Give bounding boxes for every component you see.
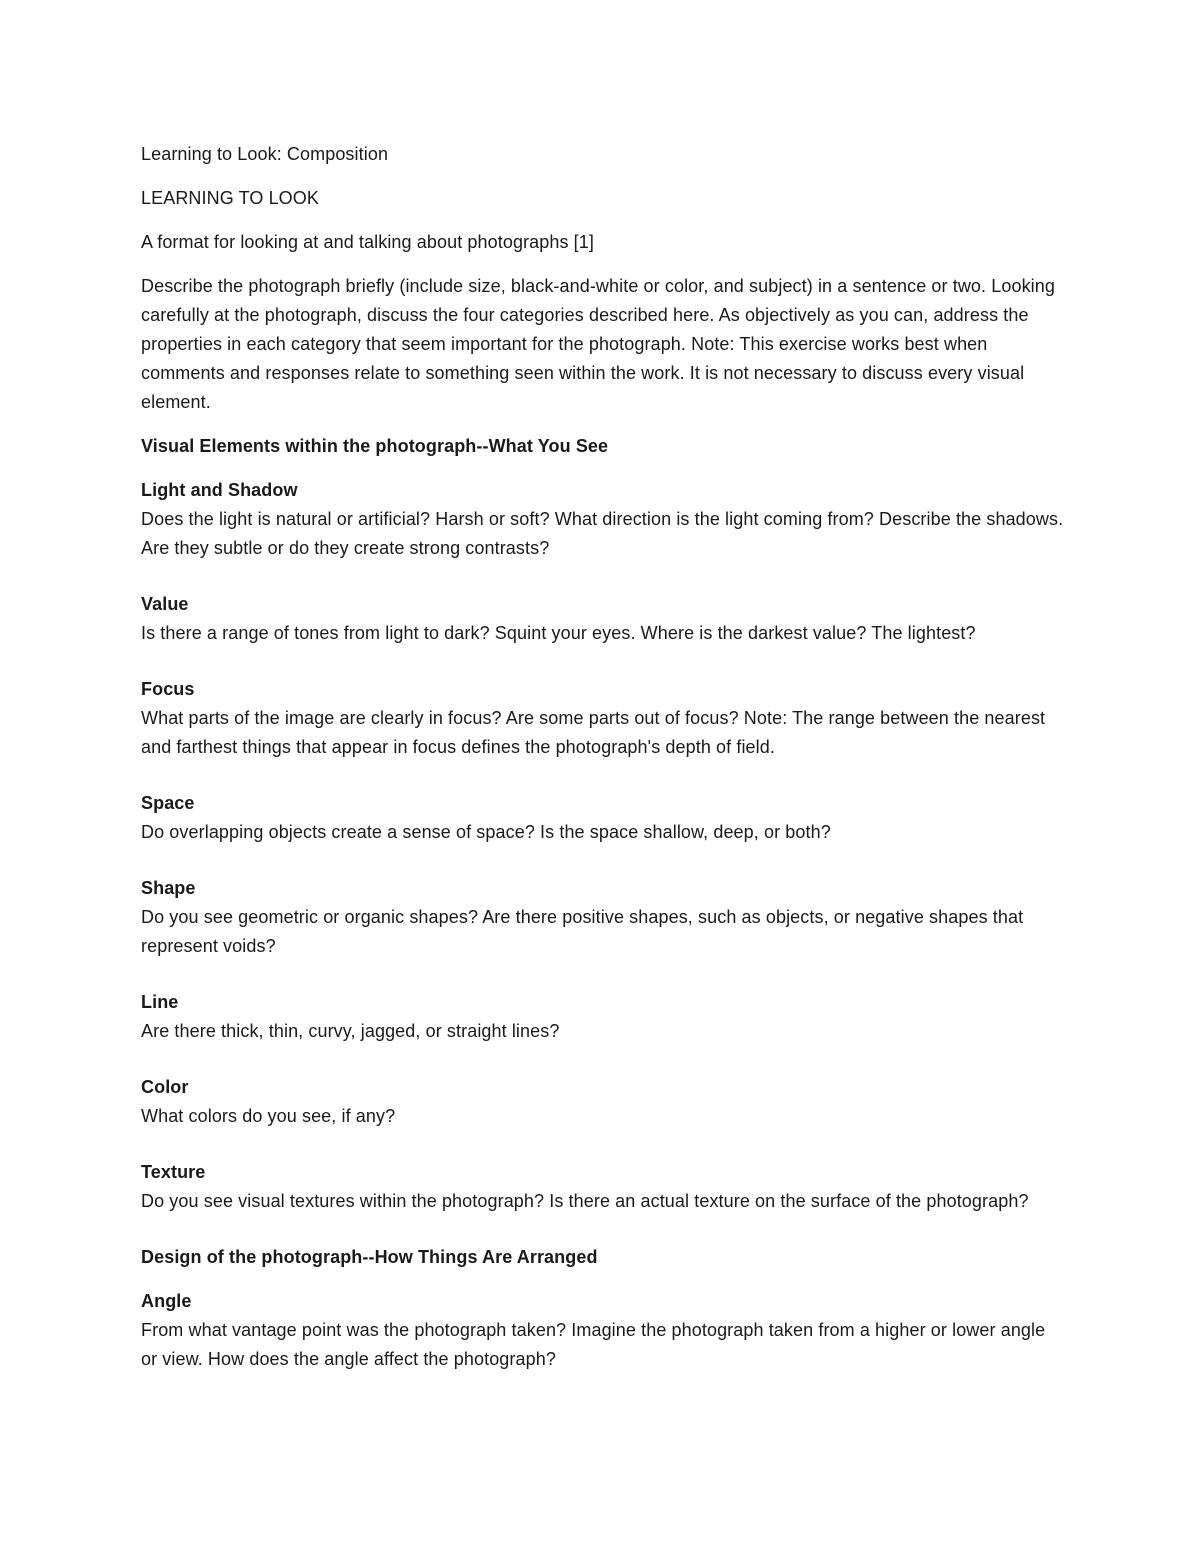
item-shape — [141, 874, 1066, 961]
item-description: What colors do you see, if any? — [141, 1106, 396, 1126]
item-description: What parts of the image are clearly in focus? Are some parts out of focus? Note: The range between the nearest and farthest things that appear in focus defines the photograph's depth of field. — [141, 708, 1046, 757]
item-focus — [141, 675, 1066, 762]
item-description: Are there thick, thin, curvy, jagged, or straight lines? — [141, 1021, 560, 1041]
item-term: Focus — [141, 679, 195, 699]
item-space — [141, 789, 1066, 847]
item-description: From what vantage point was the photograph taken? Imagine the photograph taken from a higher or lower angle or view. How does the angle affect the photograph? — [141, 1320, 1046, 1369]
item-value — [141, 590, 1066, 648]
section-heading-visual-elements: Visual Elements within the photograph--What You See — [141, 436, 609, 456]
item-term: Color — [141, 1077, 189, 1097]
section-heading-design: Design of the photograph--How Things Are Arranged — [141, 1247, 598, 1267]
item-term: Line — [141, 992, 179, 1012]
item-term: Light and Shadow — [141, 480, 298, 500]
item-term: Angle — [141, 1291, 192, 1311]
document-title: Learning to Look: Composition — [141, 144, 389, 164]
intro-paragraph: Describe the photograph briefly (include size, black-and-white or color, and subject) in a sentence or two. Looking carefully at the photograph, discuss the four categories described here. As objectively as you can, address the properties in each category that seem important for the photograph. Note: This exercise works best when comments and responses relate to something seen within the work. It is not necessary to discuss every visual element. — [141, 276, 1055, 412]
caps-heading: LEARNING TO LOOK — [141, 188, 319, 208]
item-description: Do you see geometric or organic shapes? Are there positive shapes, such as objects, or negative shapes that represent voids? — [141, 907, 1024, 956]
item-description: Do overlapping objects create a sense of space? Is the space shallow, deep, or both? — [141, 822, 831, 842]
item-line — [141, 988, 1066, 1046]
item-term: Value — [141, 594, 189, 614]
item-description: Do you see visual textures within the photograph? Is there an actual texture on the surface of the photograph? — [141, 1191, 1029, 1211]
item-term: Shape — [141, 878, 196, 898]
item-description: Does the light is natural or artificial? Harsh or soft? What direction is the light coming from? Describe the shadows. Are they subtle or do they create strong contrasts? — [141, 509, 1064, 558]
subtitle: A format for looking at and talking about photographs [1] — [141, 232, 594, 252]
item-term: Texture — [141, 1162, 206, 1182]
document-page — [141, 140, 1066, 1374]
item-term: Space — [141, 793, 195, 813]
item-light-and-shadow — [141, 476, 1066, 563]
item-description: Is there a range of tones from light to dark? Squint your eyes. Where is the darkest value? The lightest? — [141, 623, 976, 643]
item-angle — [141, 1287, 1066, 1374]
item-color — [141, 1073, 1066, 1131]
item-texture — [141, 1158, 1066, 1216]
